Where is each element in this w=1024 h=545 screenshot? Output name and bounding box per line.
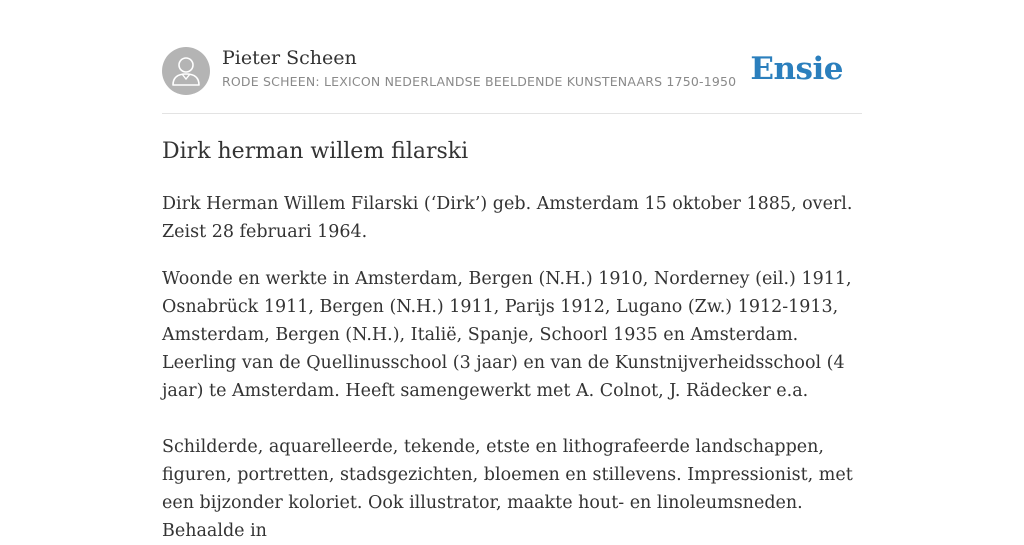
- article-header: [162, 0, 862, 114]
- author-name[interactable]: Pieter Scheen: [222, 47, 357, 69]
- source-name[interactable]: RODE SCHEEN: LEXICON NEDERLANDSE BEELDENDE KUNSTENAARS 1750-1950: [222, 74, 737, 89]
- author-block: [222, 44, 736, 91]
- article-body: [162, 190, 862, 545]
- article-title: Dirk herman willem filarski: [162, 139, 469, 164]
- paragraph-residence: Woonde en werkte in Amsterdam, Bergen (N.H.) 1910, Norderney (eil.) 1911, Osnabrück 1911, Bergen (N.H.) 1911, Parijs 1912, Lugano (Zw.) 1912-1913, Amsterdam, Bergen (N.H.), Italië, Spanje, Schoorl 1935 en Amsterdam. Leerling van de Quellinusschool (3 jaar) en van de Kunstnijverheidsschool (4 jaar) te Amsterdam. Heeft samengewerkt met A. Colnot, J. Rädecker e.a.: [162, 269, 852, 401]
- author-avatar[interactable]: [162, 47, 210, 95]
- paragraph-intro: Dirk Herman Willem Filarski (‘Dirk’) geb. Amsterdam 15 oktober 1885, overl. Zeist 28 februari 1964.: [162, 194, 853, 242]
- ensie-logo[interactable]: Ensie: [750, 51, 843, 87]
- paragraph-work: Schilderde, aquarelleerde, tekende, etste en lithografeerde landschappen, figuren, portretten, stadsgezichten, bloemen en stillevens. Impressionist, met een bijzonder koloriet. Ook illustrator, maakte hout- en linoleumsneden. Behaalde in: [162, 437, 853, 541]
- article-container: [162, 0, 862, 541]
- user-icon: [162, 47, 210, 95]
